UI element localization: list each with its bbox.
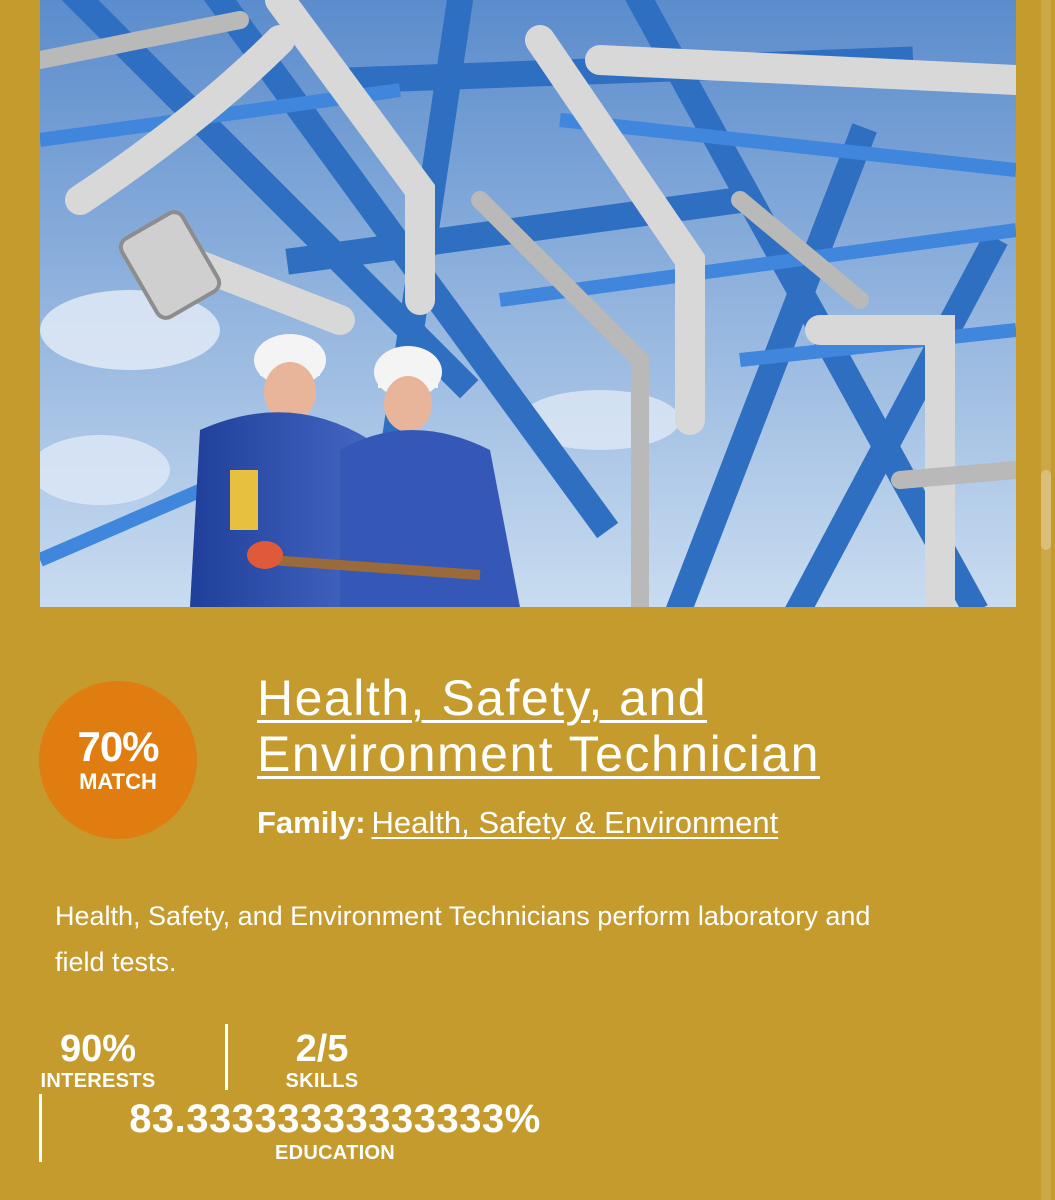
education-stat (90, 1096, 580, 1164)
scrollbar-thumb[interactable] (1041, 470, 1051, 550)
match-percent: 70% (77, 723, 159, 770)
interests-label: INTERESTS (40, 1070, 156, 1092)
education-label: EDUCATION (274, 1142, 396, 1164)
stat-divider (225, 1024, 228, 1090)
page-scrollbar[interactable] (1041, 0, 1051, 1200)
career-family (257, 803, 778, 843)
skills-label: SKILLS (285, 1070, 359, 1092)
interests-stat (38, 1028, 158, 1092)
match-badge (39, 681, 197, 839)
education-value: 83.33333333333333% (129, 1097, 541, 1141)
match-label: MATCH (79, 769, 157, 794)
career-title-link[interactable]: Health, Safety, and Environment Technician (257, 670, 820, 782)
career-hero-image (40, 0, 1016, 607)
stat-divider (39, 1094, 42, 1162)
family-label: Family: (257, 805, 366, 840)
family-link[interactable]: Health, Safety & Environment (371, 805, 779, 840)
career-description: Health, Safety, and Environment Technicians perform laboratory and field tests. (55, 901, 871, 977)
skills-stat (262, 1028, 382, 1092)
skills-value: 2/5 (295, 1028, 349, 1070)
interests-value: 90% (59, 1028, 137, 1070)
